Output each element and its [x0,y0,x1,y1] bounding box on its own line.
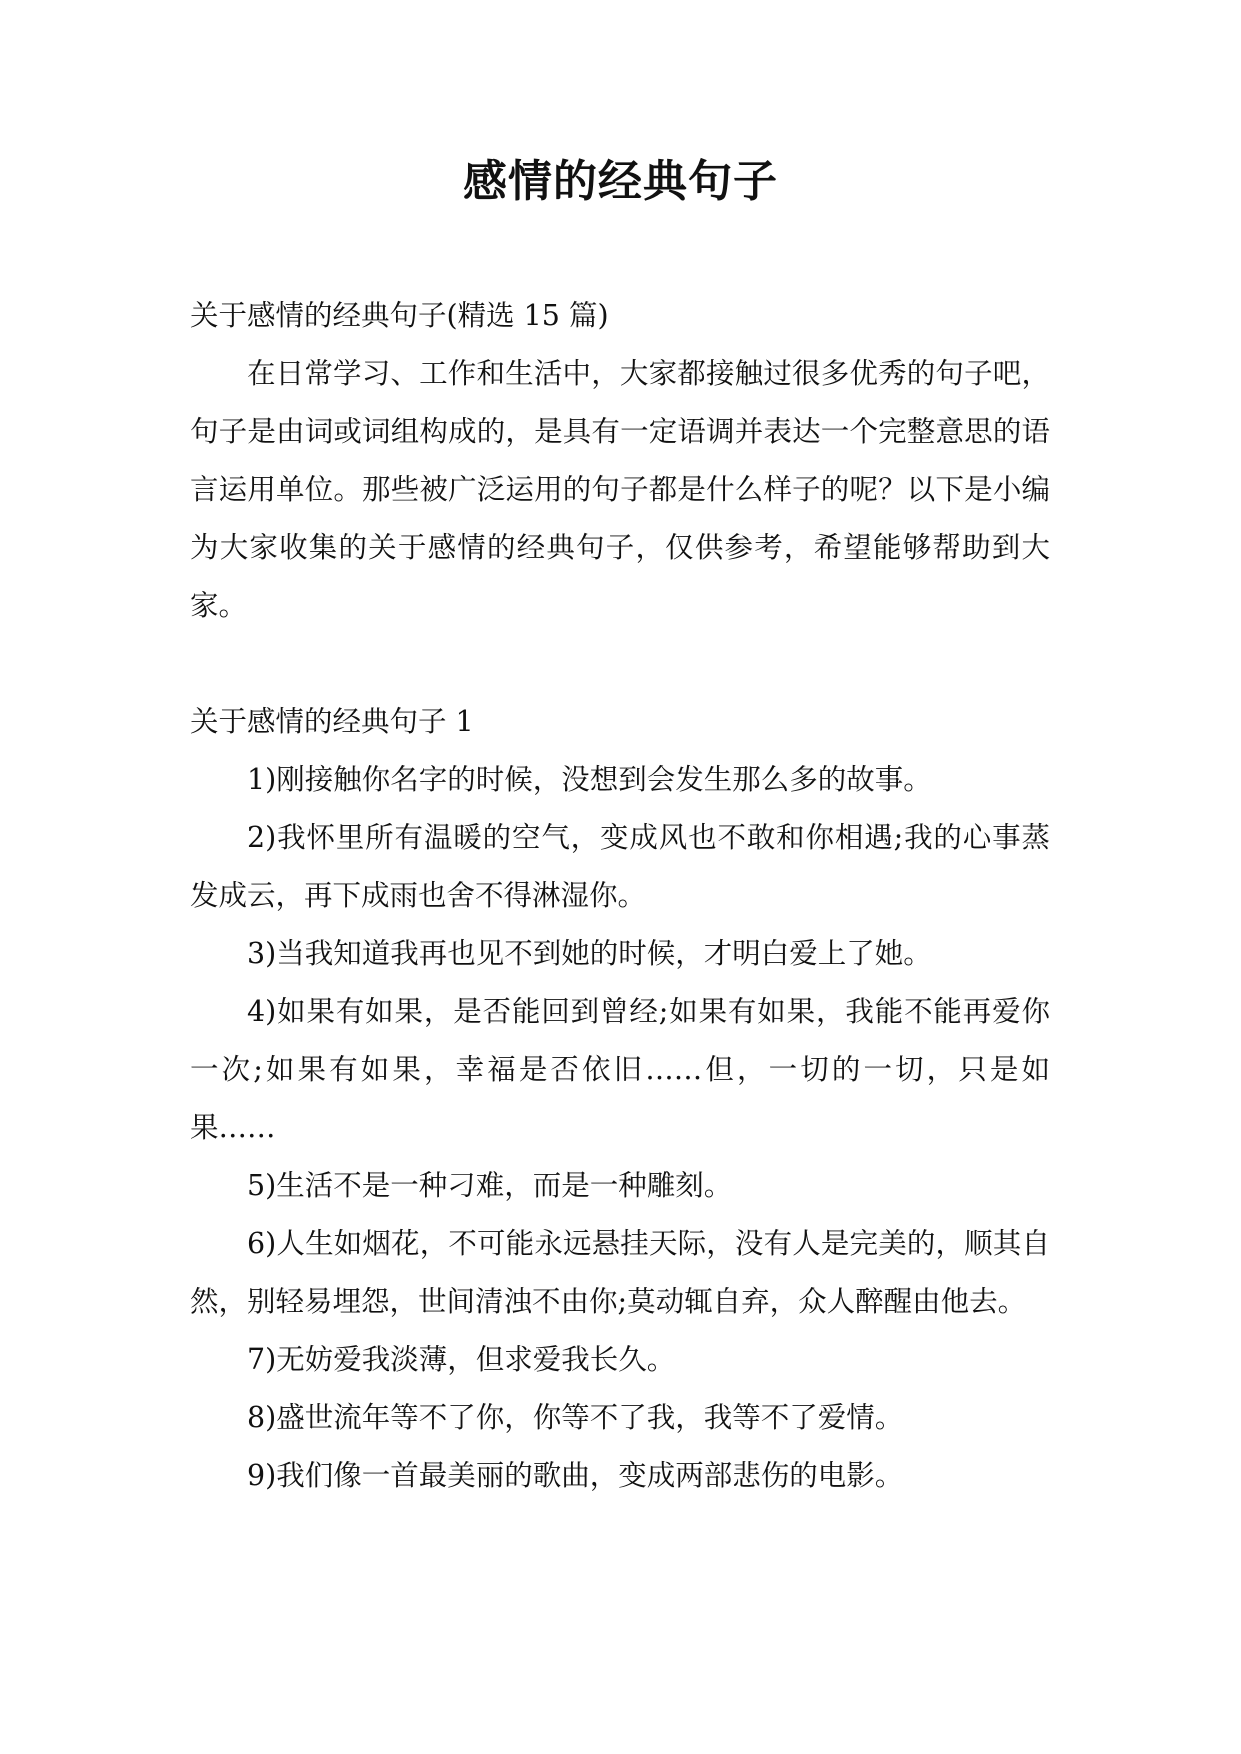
document-title: 感情的经典句子 [463,156,778,207]
document-body [190,287,1050,1505]
sentence-item-8: 8)盛世流年等不了你，你等不了我，我等不了爱情。 [247,1401,904,1434]
sentence-item-9: 9)我们像一首最美丽的歌曲，变成两部悲伤的电影。 [247,1459,904,1492]
sentence-item-5: 5)生活不是一种刁难，而是一种雕刻。 [247,1169,733,1202]
sentence-item-7: 7)无妨爱我淡薄，但求爱我长久。 [247,1343,676,1376]
paragraph-gap [190,635,1050,693]
sentence-item-6: 6)人生如烟花，不可能永远悬挂天际，没有人是完美的，顺其自然，别轻易埋怨，世间清浊不由你;莫动辄自弃，众人醉醒由他去。 [190,1227,1050,1318]
section-heading: 关于感情的经典句子 1 [190,705,474,738]
sentence-item-1: 1)刚接触你名字的时候，没想到会发生那么多的故事。 [247,763,932,796]
sentence-item-3: 3)当我知道我再也见不到她的时候，才明白爱上了她。 [247,937,932,970]
sentence-item-2: 2)我怀里所有温暖的空气，变成风也不敢和你相遇;我的心事蒸发成云，再下成雨也舍不得淋湿你。 [190,821,1050,912]
intro-paragraph: 在日常学习、工作和生活中，大家都接触过很多优秀的句子吧，句子是由词或词组构成的，是具有一定语调并表达一个完整意思的语言运用单位。那些被广泛运用的句子都是什么样子的呢？以下是小编为大家收集的关于感情的经典句子，仅供参考，希望能够帮助到大家。 [190,357,1050,622]
document-subtitle: 关于感情的经典句子(精选 15 篇) [190,299,609,332]
sentence-item-4: 4)如果有如果，是否能回到曾经;如果有如果，我能不能再爱你一次;如果有如果，幸福是否依旧……但，一切的一切，只是如果…… [190,995,1050,1144]
